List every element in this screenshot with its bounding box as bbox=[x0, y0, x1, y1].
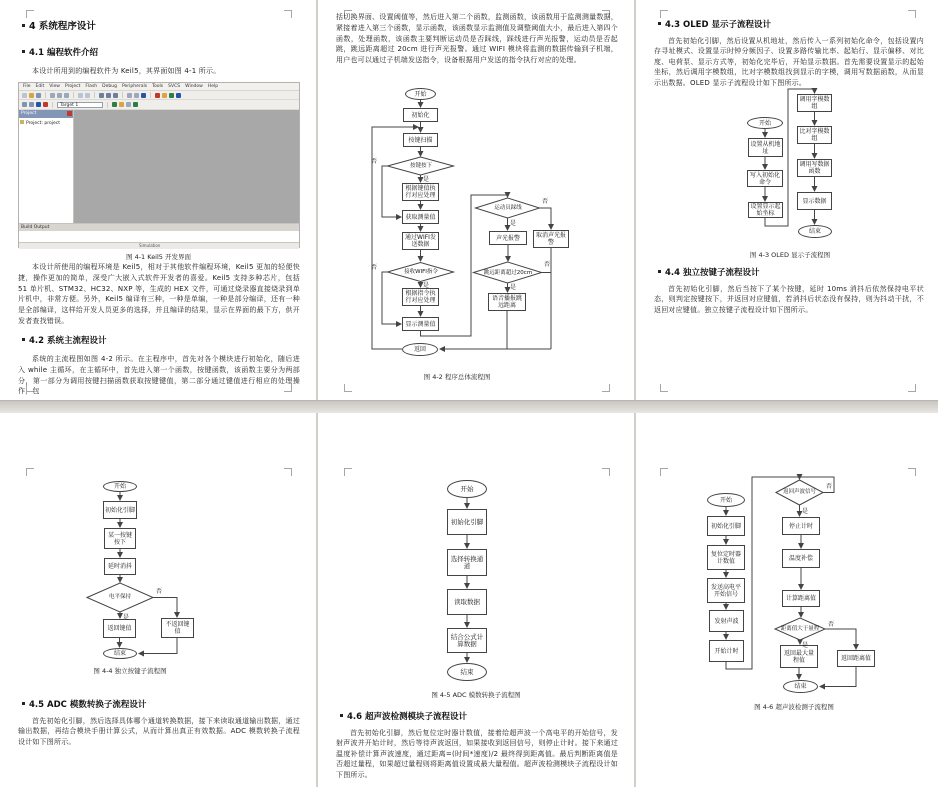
page-column-separator bbox=[316, 0, 318, 787]
cut-icon bbox=[50, 93, 55, 98]
flow-step-stop-timer: 停止计时 bbox=[782, 517, 820, 535]
decision-athlete-foul: 运动员踩线 bbox=[494, 204, 522, 211]
keil-menu-item: Window bbox=[185, 84, 203, 89]
file-extensions-icon bbox=[126, 102, 131, 107]
paragraph-key: 首先初始化引脚，然后当按下了某个按键，延时 10ms 消抖后依然保持电平状态，则判定按键按下，并返回对应键值，若消抖后状态没有保持，则为抖动干扰，不返回对应键值。独立按键子流程设计如下图所示。 bbox=[654, 285, 924, 314]
crop-mark bbox=[602, 468, 610, 476]
flow-step-debounce: 延时消抖 bbox=[104, 558, 136, 575]
find-icon bbox=[141, 93, 146, 98]
flow-step-set-coord: 设置显示起始坐标 bbox=[748, 202, 783, 218]
flow-end-terminal: 结束 bbox=[798, 225, 832, 238]
keil-menu-item: Edit bbox=[35, 84, 45, 89]
paragraph-intro: 本设计所用到的编程软件为 Keil5，其界面如图 4-1 所示。 bbox=[32, 67, 221, 75]
keil-menu-item: Peripherals bbox=[121, 84, 148, 89]
decision-level-held: 电平保持 bbox=[108, 594, 131, 601]
crop-mark bbox=[660, 384, 668, 392]
flow-step-emit-wave: 发射声波 bbox=[709, 610, 744, 632]
heading-4-2: 4.2 系统主流程设计 bbox=[22, 334, 107, 346]
branch-label-yes: 是 bbox=[510, 284, 517, 291]
branch-label-no: 否 bbox=[826, 483, 833, 490]
heading-chapter-4: 4 系统程序设计 bbox=[22, 18, 96, 32]
flow-step-init-pin: 初始化引脚 bbox=[447, 509, 487, 535]
flow-step-call-font: 调用字模数组 bbox=[797, 94, 832, 112]
branch-label-no: 否 bbox=[542, 198, 549, 205]
keil-menubar bbox=[19, 83, 299, 91]
flowchart-connectors bbox=[700, 88, 870, 248]
flow-start-terminal: 开始 bbox=[103, 481, 137, 492]
keil-menu-item: Tools bbox=[152, 84, 164, 89]
paragraph-ultrasonic: 首先初始化引脚，然后复位定时器计数值，接着给超声波一个高电平的开始信号，发射声波并开始计时，然后等待声波返回，如果接收到返回信号，则停止计时。接下来通过温度补偿计算声波速度，通过距离=(时间*速度)/2 最终得到距离值。最后判断距离值是否超过量程，如果超过量程则将距离值设置成最大量程值。超声波检测模块子流程设计如下图所示。 bbox=[336, 729, 618, 779]
status-bar: Simulation bbox=[19, 242, 299, 249]
branch-label-no: 否 bbox=[544, 261, 551, 268]
keil-menu-item: Debug bbox=[102, 84, 117, 89]
debug-icon bbox=[176, 93, 181, 98]
branch-label-no: 否 bbox=[371, 264, 378, 271]
figure-caption-4-5: 图 4-5 ADC 模数转换子流程图 bbox=[431, 691, 521, 699]
flow-step-temp-comp: 温度补偿 bbox=[782, 549, 820, 568]
flow-step-return-distance: 返回距离值 bbox=[837, 650, 875, 667]
crop-mark bbox=[908, 10, 916, 18]
project-panel-title: Project bbox=[21, 111, 37, 116]
keil-menu-item: Flash bbox=[85, 84, 98, 89]
paragraph-oled: 首先初始化引脚，然后设置从机地址，然后传入一系列初始化命令，包括设置内存寻址模式、设置显示时钟分频因子、设置多路传输比率、起始行、显示偏移、对比度、电荷泵、显示方式等，初始化完毕后，开始显示数据。首先需要设置显示的起始坐标，然后调用字模数组，比对字模数组找到显示的字模，调用写数据函数，从而显示出数据。OLED 显示子流程设计如下图所示。 bbox=[654, 37, 924, 87]
flow-step-init-pin: 初始化引脚 bbox=[103, 501, 137, 519]
page-row-separator bbox=[0, 400, 938, 413]
flow-return-terminal: 返回 bbox=[402, 343, 438, 356]
keil-workspace bbox=[19, 110, 299, 223]
paste-icon bbox=[64, 93, 69, 98]
flowchart-adc bbox=[418, 477, 533, 687]
crop-mark bbox=[284, 10, 292, 18]
branch-label-yes: 是 bbox=[510, 220, 517, 227]
flowchart-oled bbox=[700, 88, 870, 248]
flow-step-return-key: 返回键值 bbox=[103, 619, 136, 638]
flow-step-init-pin: 初始化引脚 bbox=[707, 516, 745, 536]
flow-step-cancel-alarm: 取消声光报警 bbox=[533, 230, 569, 248]
flowchart-connectors bbox=[78, 478, 208, 678]
keil-ide-screenshot bbox=[18, 82, 300, 248]
keil-menu-item: Help bbox=[207, 84, 219, 89]
branch-label-yes: 是 bbox=[802, 642, 809, 649]
crop-mark bbox=[908, 468, 916, 476]
page-1 bbox=[0, 0, 317, 401]
branch-label-no: 否 bbox=[156, 588, 163, 595]
flow-step-reset-timer: 复位定时器计数值 bbox=[707, 545, 745, 570]
redo-icon bbox=[85, 93, 90, 98]
figure-caption-4-2: 图 4-2 程序总体流程图 bbox=[423, 373, 491, 381]
project-tree-item: Project: project bbox=[19, 118, 73, 128]
page-5 bbox=[318, 412, 635, 787]
flow-step-key-scan: 按键扫描 bbox=[403, 133, 438, 147]
close-icon bbox=[67, 111, 72, 116]
paragraph-continued: 括切换界面、设置阈值等，然后进入第二个函数，监测函数，该函数用于监测测量数据，紧接着进入第三个函数，显示函数，该函数显示监测值及调整阈值大小，最后进入第四个函数，处理函数，该函数主要判断运动员是否踩线，踩线进行声光报警，运动员是否起跳，跳远距离超过 20cm 进行声光报警。通过 WIFI 模块将监测的数据传输到子机端，用户也可以通过子机端发送指令，设备根据用户发送的指令执行对应的处理。 bbox=[336, 13, 618, 65]
figure-caption-4-3: 图 4-3 OLED 显示子流程图 bbox=[749, 251, 831, 259]
crop-mark bbox=[602, 384, 610, 392]
bookmark-prev-icon bbox=[113, 93, 118, 98]
build-icon bbox=[29, 102, 34, 107]
keil-menu-item: View bbox=[49, 84, 60, 89]
indent-icon bbox=[127, 93, 132, 98]
keil-toolbar-main bbox=[19, 91, 299, 100]
heading-4-4: 4.4 独立按键子流程设计 bbox=[658, 266, 760, 278]
flow-step-read-data: 读取数据 bbox=[447, 589, 487, 615]
flow-start-terminal: 开始 bbox=[447, 480, 487, 498]
flowchart-connectors bbox=[366, 86, 576, 368]
flow-step-select-channel: 选择转换通道 bbox=[447, 549, 487, 576]
flow-start-terminal: 开始 bbox=[747, 117, 783, 129]
bookmark-icon bbox=[99, 93, 104, 98]
crop-mark bbox=[344, 384, 352, 392]
figure-caption-4-1: 图 4-1 Keil5 开发界面 bbox=[126, 253, 191, 261]
flow-step-process-command: 根据指令执行对应处理 bbox=[402, 288, 439, 306]
open-file-icon bbox=[29, 93, 34, 98]
branch-label-no: 否 bbox=[371, 158, 378, 165]
flow-step-return-max: 返回最大量程值 bbox=[780, 645, 818, 668]
flow-end-terminal: 结束 bbox=[783, 680, 818, 693]
editor-area bbox=[74, 110, 299, 223]
flowchart-main-program bbox=[366, 86, 576, 368]
flow-step-get-measurement: 获取测量值 bbox=[402, 210, 439, 224]
stop-build-icon bbox=[43, 102, 48, 107]
outdent-icon bbox=[134, 93, 139, 98]
crop-mark bbox=[26, 468, 34, 476]
flowchart-key-scan bbox=[78, 478, 208, 678]
page-3 bbox=[636, 0, 938, 401]
page-2 bbox=[318, 0, 635, 401]
keil-menu-item: Project bbox=[64, 84, 81, 89]
page-column-separator bbox=[634, 0, 636, 787]
crop-mark bbox=[26, 10, 34, 18]
target-options-icon bbox=[119, 102, 124, 107]
heading-4-1: 4.1 编程软件介绍 bbox=[22, 46, 98, 58]
crop-mark bbox=[908, 384, 916, 392]
flow-step-no-return-key: 不返回键值 bbox=[161, 618, 194, 638]
copy-icon bbox=[57, 93, 62, 98]
rebuild-icon bbox=[36, 102, 41, 107]
branch-label-yes: 是 bbox=[423, 282, 430, 289]
page-6 bbox=[636, 412, 938, 787]
crop-mark bbox=[660, 10, 668, 18]
flow-step-process-key: 根据键值执行对应处理 bbox=[402, 183, 439, 201]
decision-over-range: 距离值大于量程 bbox=[780, 625, 820, 632]
branch-label-yes: 是 bbox=[802, 508, 809, 515]
flow-end-terminal: 结束 bbox=[447, 663, 487, 681]
flow-step-wifi-send: 通过WIFI发送数据 bbox=[402, 232, 439, 250]
flow-start-terminal: 开始 bbox=[405, 88, 436, 100]
flow-start-terminal: 开始 bbox=[707, 493, 745, 507]
undo-icon bbox=[78, 93, 83, 98]
decision-wifi-command: 接收WIFI指令 bbox=[404, 268, 438, 275]
decision-echo-received: 返回声波信号 bbox=[782, 489, 816, 496]
crop-mark bbox=[284, 468, 292, 476]
manage-icon bbox=[133, 102, 138, 107]
flowchart-ultrasonic bbox=[698, 476, 883, 698]
flow-step-show-data: 显示数据 bbox=[797, 192, 832, 210]
load-icon bbox=[112, 102, 117, 107]
figure-caption-4-6: 图 4-6 超声波检测子流程图 bbox=[754, 703, 834, 711]
flow-step-calc-formula: 结合公式计算数据 bbox=[447, 628, 487, 653]
heading-4-5: 4.5 ADC 模数转换子流程设计 bbox=[22, 698, 146, 710]
flow-step-init: 初始化 bbox=[403, 108, 438, 122]
save-icon bbox=[36, 93, 41, 98]
paragraph-adc: 首先初始化引脚，然后选择具体哪个通道转换数据，接下来读取通道输出数据，通过输出数据，再结合模块手册计算公式，从而计算出真正有效数据。ADC 模数转换子流程设计如下图所示。 bbox=[18, 717, 300, 746]
flow-step-alarm: 声光报警 bbox=[489, 231, 527, 245]
options-icon bbox=[162, 93, 167, 98]
keil-menu-item: SVCS bbox=[168, 84, 181, 89]
flow-step-calc-distance: 计算距离值 bbox=[782, 590, 820, 607]
project-panel-header bbox=[19, 110, 73, 118]
crop-mark bbox=[660, 468, 668, 476]
flow-step-write-init: 写入初始化命令 bbox=[747, 170, 783, 187]
branch-label-yes: 是 bbox=[123, 614, 130, 621]
heading-4-6: 4.6 超声波检测模块子流程设计 bbox=[340, 710, 467, 722]
decision-distance-over: 跳远距离超过20cm bbox=[483, 269, 533, 276]
flow-step-call-write: 调用写数据函数 bbox=[797, 159, 832, 177]
paragraph-keil-description: 本设计所使用的编程环境是 Keil5，相对于其他软件编程环境，Keil5 更加的轻便快捷，操作更加的简单，深受广大嵌入式软件开发者的喜爱。Keil5 支持多种芯片，包括 51 单片机、STM32、HC32、NXP 等，生成的 HEX 文件，可通过烧录器直接烧录到单片机中，非常方便。另外，Keil5 编译有三种，一种是单编，一种是部分编译，还有一种是全部编译，这样给开发人员更多的选择，并且编译的结果，显示在界面的最下方，供开发者查找错误。 bbox=[18, 263, 300, 325]
breakpoint-icon bbox=[155, 93, 160, 98]
figure-caption-4-4: 图 4-4 独立按键子流程图 bbox=[93, 667, 167, 675]
flow-step-compare-font: 比对字模数组 bbox=[797, 126, 832, 144]
project-panel bbox=[19, 110, 74, 223]
flow-step-voice-report: 语音播报跳远距离 bbox=[488, 293, 526, 311]
build-output-panel bbox=[19, 223, 299, 242]
keil-menu-item: File bbox=[23, 84, 31, 89]
crop-mark bbox=[344, 468, 352, 476]
page-4 bbox=[0, 412, 317, 787]
flow-step-key-press: 某一按键按下 bbox=[104, 528, 136, 549]
branch-label-no: 否 bbox=[828, 621, 835, 628]
new-file-icon bbox=[22, 93, 27, 98]
keil-toolbar-build bbox=[19, 100, 299, 110]
target-select: Target 1 bbox=[57, 102, 103, 108]
flow-step-start-timer: 开始计时 bbox=[709, 640, 744, 662]
translate-icon bbox=[22, 102, 27, 107]
run-icon bbox=[169, 93, 174, 98]
heading-4-3: 4.3 OLED 显示子流程设计 bbox=[658, 18, 771, 30]
bookmark-next-icon bbox=[106, 93, 111, 98]
flow-end-terminal: 结束 bbox=[103, 648, 137, 659]
branch-label-yes: 是 bbox=[423, 176, 430, 183]
flow-step-set-address: 设置从机地址 bbox=[748, 138, 783, 157]
flow-step-send-high: 发送高电平开始信号 bbox=[707, 578, 745, 603]
paragraph-main-flow: 系统的主流程图如图 4-2 所示。在主程序中，首先对各个模块进行初始化，随后进入 while 主循环，在主循环中，首先进入第一个函数，按键函数，该函数主要分为两部分，第一部分为调用按键扫描函数获取按键键值，第二部分通过键值进行相应的处理操作，包 bbox=[18, 355, 300, 396]
build-output-title: Build Output bbox=[19, 224, 299, 231]
decision-key-pressed: 按键按下 bbox=[409, 162, 432, 169]
flow-step-show-measurement: 显示测量值 bbox=[402, 317, 439, 331]
